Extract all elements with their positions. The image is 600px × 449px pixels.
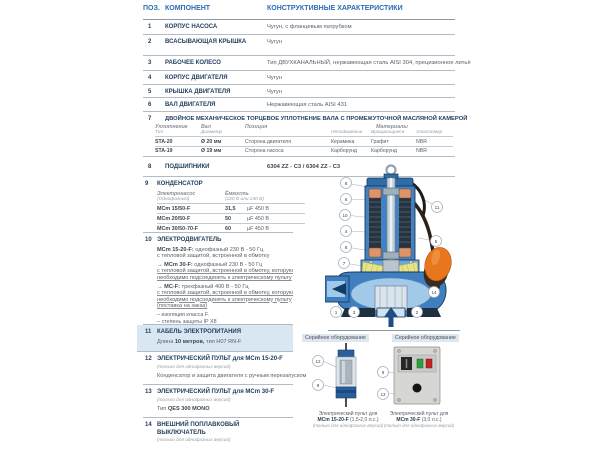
float-switch-section: 14 ВНЕШНИЙ ПОПЛАВКОВЫЙ ВЫКЛЮЧАТЕЛЬ (только для однофазных версий) xyxy=(145,422,240,442)
callout-7 xyxy=(339,258,350,269)
table-row: 3 РАБОЧЕЕ КОЛЕСО Тип ДВУХКАНАЛЬНЫЙ, нержавеющая сталь AISI 304, прецизионное литьё xyxy=(143,56,455,71)
pump-diagram xyxy=(325,160,465,332)
motor-paragraph-1: MCm 15-20-F: однофазный 230 В - 50 Гц с тепловой защитой, встроенной в обмотку xyxy=(157,246,270,259)
bolt-icon xyxy=(410,261,413,264)
svg-text:5: 5 xyxy=(434,238,438,244)
motor-note-1: – изоляция класса F. xyxy=(157,312,210,319)
motor-section: 10 ЭЛЕКТРОДВИГАТЕЛЬ MCm 15-20-F: однофазный 230 В - 50 Гц с тепловой защитой, встроенной в обмотку → MCm 30-F: однофазный 230 В - 50 Гц с тепловой защитой, встроенной в обмотку, которую необходимо подсоединять к электрическому пульту → MC-F: трехфазный 400 В - 50 Гц с тепловой защитой, встроенной в обмотку, которую необходимо подсоединять к электрическому пульту (поставка на заказ) – изоляция класса F. – степень защиты IP X8 xyxy=(143,233,293,325)
equipment-header-right: Серийное оборудование xyxy=(392,334,459,342)
panel-small-section: 12 ЭЛЕКТРИЧЕСКИЙ ПУЛЬТ для MCm 15-20-F (только для однофазных версий) Конденсатор и защита двигателя с ручным перезапуском xyxy=(143,352,293,385)
svg-text:3: 3 xyxy=(352,309,356,315)
svg-text:14: 14 xyxy=(431,289,437,295)
svg-text:8: 8 xyxy=(344,180,348,186)
stop-button-red xyxy=(426,359,432,368)
panel-small-body: Конденсатор и защита двигателя с ручным перезапуском xyxy=(157,373,307,379)
equipment-caption-right: Электрический пульт для MCm 30-F (3,0 л.с.) (только для однофазных версий) xyxy=(383,411,455,429)
svg-text:13: 13 xyxy=(380,391,386,397)
col-header-pos: ПОЗ. xyxy=(143,5,160,12)
bearings-row: 8 ПОДШИПНИКИ 6304 ZZ - C3 / 6304 ZZ - C3 xyxy=(143,157,455,177)
callout-14 xyxy=(429,287,440,298)
table-row: 4 КОРПУС ДВИГАТЕЛЯ Чугун xyxy=(143,71,455,85)
svg-text:9: 9 xyxy=(316,382,320,388)
device-top-cap xyxy=(338,350,354,357)
svg-text:6: 6 xyxy=(344,196,348,202)
callout-5 xyxy=(431,236,442,247)
equipment-header-left: Серийное оборудование xyxy=(302,334,369,342)
svg-text:11: 11 xyxy=(434,204,440,210)
svg-text:1: 1 xyxy=(334,309,338,315)
callout-1 xyxy=(331,307,342,318)
svg-text:7: 7 xyxy=(342,260,346,266)
callout-12 xyxy=(313,356,324,367)
device-band xyxy=(336,390,356,393)
svg-text:2: 2 xyxy=(415,309,419,315)
table-header xyxy=(143,5,455,20)
motor-note-2: – степень защиты IP X8 xyxy=(157,318,217,325)
equipment-caption-left: Электрический пульт для MCm 15-20-F (1,5-2,0 л.с.) (только для однофазных версий) xyxy=(312,411,384,429)
col-header-characteristics: КОНСТРУКТИВНЫЕ ХАРАКТЕРИСТИКИ xyxy=(267,5,403,12)
capacitor-subtable: Электронасос Ёмкость (Однофазный) (220 В или 240 В) MCm 15/50-F 31,5 µF 450 В MCm 20/50-F 50 µF 450 В MCm 30/50-70-F 60 µF 450 В xyxy=(157,191,293,232)
capacitor-element xyxy=(340,360,352,384)
bearing-top xyxy=(383,188,399,195)
bolt-icon xyxy=(370,261,373,264)
callout-10 xyxy=(340,210,351,221)
callout-13 xyxy=(378,389,389,400)
callout-11 xyxy=(432,202,443,213)
svg-text:12: 12 xyxy=(315,358,321,364)
callout-8 xyxy=(341,178,352,189)
table-row: 2 ВСАСЫВАЮЩАЯ КРЫШКА Чугун xyxy=(143,35,455,56)
pump-cross-section-drawing xyxy=(325,160,465,332)
callout-9 xyxy=(378,367,389,378)
motor-paragraph-2: → MCm 30-F: однофазный 230 В - 50 Гц с тепловой защитой, встроенной в обмотку, которую необходимо подсоединять к электрическому пульту xyxy=(157,262,294,281)
seal-title: ДВОЙНОЕ МЕХАНИЧЕСКОЕ ТОРЦЕВОЕ УПЛОТНЕНИЕ ВАЛА С ПРОМЕЖУТОЧНОЙ МАСЛЯНОЙ КАМЕРОЙ xyxy=(165,116,468,122)
start-button-green xyxy=(417,359,423,368)
capacitor-shine xyxy=(342,361,345,383)
callout-8b xyxy=(341,242,352,253)
callout-3 xyxy=(349,307,360,318)
seal-subtable: Уплотнение Вал Позиция Материалы Тип Диаметр Неподвижные Вращающиеся Эластомер STA-20 Ø 20 мм Сторона двигателя Керамика Графит NBR STA-19 Ø 19 мм Сторона насоса Карборунд Карборунд NBR xyxy=(155,124,455,154)
panel-big-section: 13 ЭЛЕКТРИЧЕСКИЙ ПУЛЬТ для MCm 30-F (только для однофазных версий) Тип QES 300 MONO xyxy=(143,385,293,418)
panel-big-body: Тип QES 300 MONO xyxy=(157,406,210,412)
table-row: 6 ВАЛ ДВИГАТЕЛЯ Нержавеющая сталь AISI 431 xyxy=(143,98,455,112)
svg-text:10: 10 xyxy=(342,212,348,218)
section-divider xyxy=(328,330,460,331)
table-row: 1 КОРПУС НАСОСА Чугун, с фланцевым патрубком xyxy=(143,20,455,35)
callout-4 xyxy=(341,226,352,237)
callout-2 xyxy=(412,307,423,318)
motor-paragraph-3: → MC-F: трехфазный 400 В - 50 Гц с тепловой защитой, встроенной в обмотку, которую необходимо подсоединять к электрическому пульту (поставка на заказ) xyxy=(157,283,294,309)
svg-text:9: 9 xyxy=(381,369,385,375)
capacitor-section: 9 КОНДЕНСАТОР Электронасос Ёмкость (Однофазный) (220 В или 240 В) MCm 15/50-F 31,5 µF 450 В MCm 20/50-F 50 µF 450 В MCm 30/50-70-F 60 µF 450 В xyxy=(143,177,293,233)
table-row: 5 КРЫШКА ДВИГАТЕЛЯ Чугун xyxy=(143,85,455,98)
narrow-rows xyxy=(143,177,307,446)
callout-9 xyxy=(313,380,324,391)
inline-control-device xyxy=(300,343,370,413)
cable-section: 11 КАБЕЛЬ ЭЛЕКТРОПИТАНИЯ Длина 10 метров, тип H07 RN-F xyxy=(137,325,293,352)
seal-section: 7 ДВОЙНОЕ МЕХАНИЧЕСКОЕ ТОРЦЕВОЕ УПЛОТНЕНИЕ ВАЛА С ПРОМЕЖУТОЧНОЙ МАСЛЯНОЙ КАМЕРОЙ Уплотнение Вал Позиция Материалы Тип Диаметр Неподвижные Вращающиеся Эластомер STA-20 Ø 20 мм Сторона двигателя Керамика Графит NBR STA-19 Ø 19 мм Сторона насоса Карборунд Карборунд NBR xyxy=(143,112,455,157)
reset-knob-icon xyxy=(413,384,422,393)
svg-text:8: 8 xyxy=(344,244,348,250)
lifting-eye-icon xyxy=(387,166,396,175)
col-header-component: КОМПОНЕНТ xyxy=(165,5,211,12)
cable-length: Длина 10 метров, тип H07 RN-F xyxy=(157,338,242,345)
svg-text:4: 4 xyxy=(344,228,348,234)
bearing-bottom xyxy=(383,252,399,259)
qes-control-box xyxy=(376,343,462,413)
callout-6 xyxy=(341,194,352,205)
